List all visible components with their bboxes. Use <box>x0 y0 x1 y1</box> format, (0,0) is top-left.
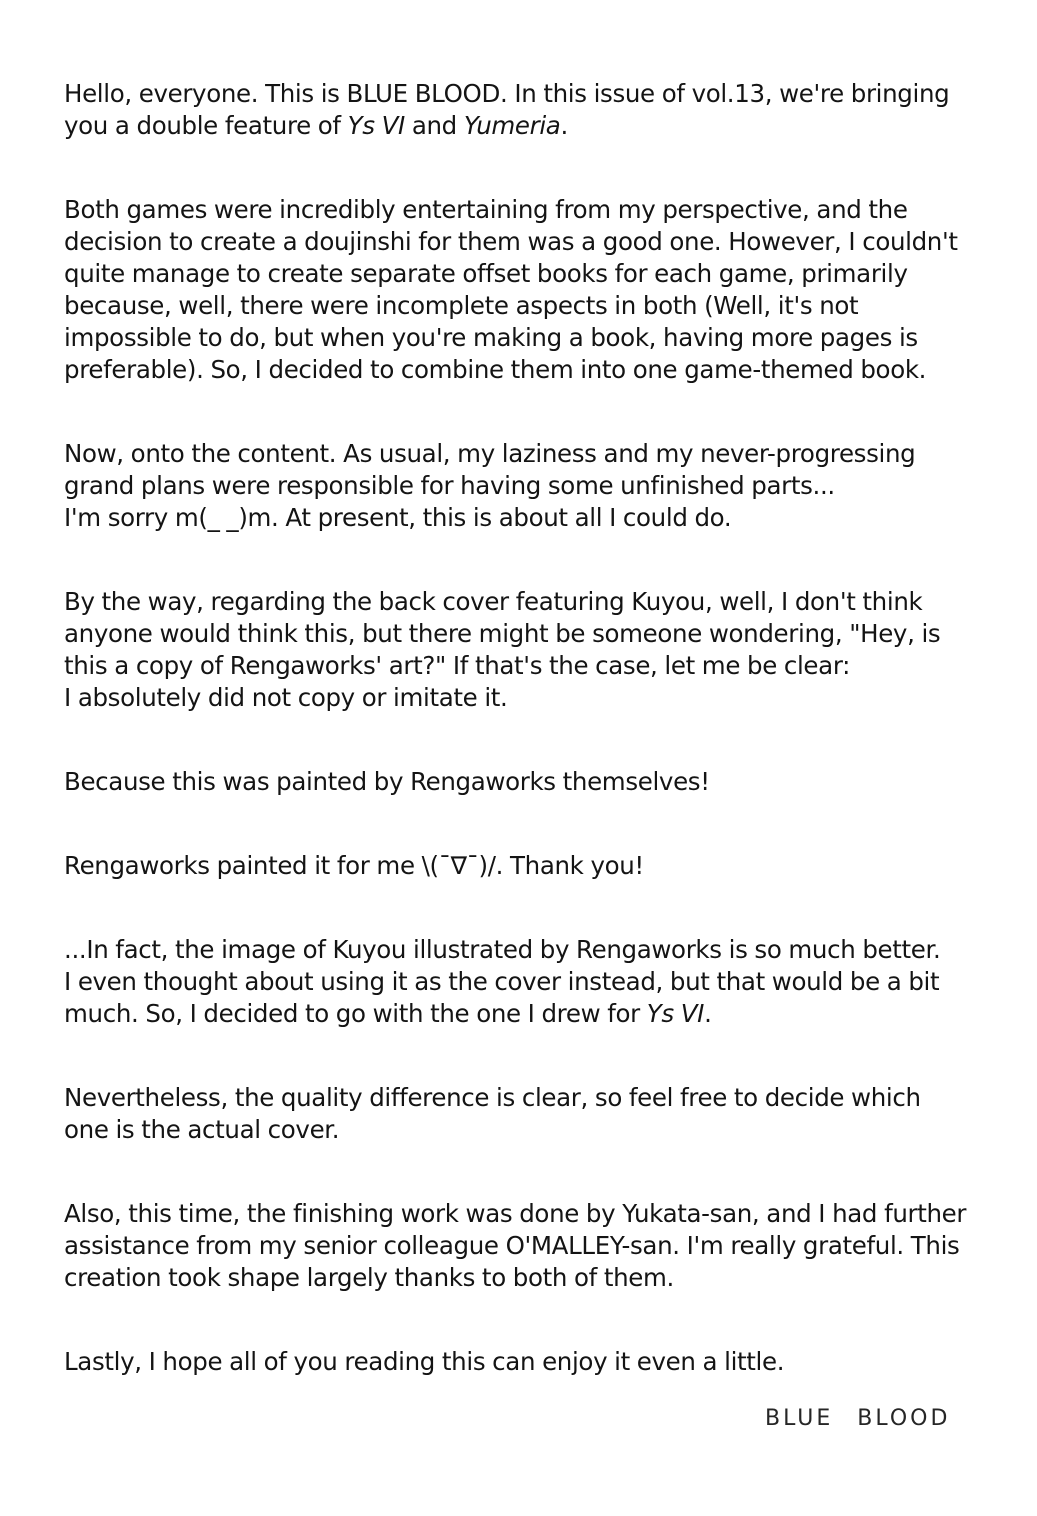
text-line: grand plans were responsible for having some unfinished parts... <box>64 471 835 500</box>
text-line: decision to create a doujinshi for them was a good one. However, I couldn't <box>64 227 958 256</box>
text-line: Also, this time, the finishing work was done by Yukata-san, and I had further <box>64 1199 967 1228</box>
text-line: ...In fact, the image of Kuyou illustrated by Rengaworks is so much better. <box>64 935 941 964</box>
game-title: Ys VI <box>347 111 405 140</box>
text-line: because, well, there were incomplete aspects in both (Well, it's not <box>64 291 859 320</box>
text-line: impossible to do, but when you're making a book, having more pages is <box>64 323 918 352</box>
paragraph-2 <box>64 194 994 386</box>
text-line: creation took shape largely thanks to both of them. <box>64 1263 674 1292</box>
afterword-body <box>64 78 994 1378</box>
text-line: Hello, everyone. This is BLUE BLOOD. In this issue of vol.13, we're bringing <box>64 79 950 108</box>
text-line: anyone would think this, but there might be someone wondering, "Hey, is <box>64 619 941 648</box>
paragraph-5 <box>64 766 994 798</box>
text-line: Nevertheless, the quality difference is clear, so feel free to decide which <box>64 1083 921 1112</box>
paragraph-4 <box>64 586 994 714</box>
text-line: you a double feature of Ys VI and Yumeria. <box>64 111 568 140</box>
paragraph-10 <box>64 1346 994 1378</box>
text-line: Lastly, I hope all of you reading this can enjoy it even a little. <box>64 1347 785 1376</box>
text-line: much. So, I decided to go with the one I drew for Ys VI. <box>64 999 712 1028</box>
paragraph-6 <box>64 850 994 882</box>
text-line: Because this was painted by Rengaworks themselves! <box>64 767 710 796</box>
paragraph-9 <box>64 1198 994 1294</box>
game-title: Ys VI <box>646 999 705 1028</box>
text-line: By the way, regarding the back cover featuring Kuyou, well, I don't think <box>64 587 923 616</box>
paragraph-8 <box>64 1082 994 1146</box>
text-line: I'm sorry m(_ _)m. At present, this is about all I could do. <box>64 503 732 532</box>
text-line: I even thought about using it as the cover instead, but that would be a bit <box>64 967 940 996</box>
text-line: Now, onto the content. As usual, my laziness and my never-progressing <box>64 439 916 468</box>
text-line: assistance from my senior colleague O'MALLEY-san. I'm really grateful. This <box>64 1231 960 1260</box>
text-line: quite manage to create separate offset books for each game, primarily <box>64 259 908 288</box>
text-line: one is the actual cover. <box>64 1115 340 1144</box>
paragraph-7 <box>64 934 994 1030</box>
author-signature: BLUE BLOOD <box>765 1406 951 1431</box>
paragraph-3 <box>64 438 994 534</box>
text-line: preferable). So, I decided to combine them into one game-themed book. <box>64 355 927 384</box>
text-line: Both games were incredibly entertaining from my perspective, and the <box>64 195 908 224</box>
game-title: Yumeria <box>463 111 561 140</box>
paragraph-1 <box>64 78 994 142</box>
text-line: this a copy of Rengaworks' art?" If that's the case, let me be clear: <box>64 651 851 680</box>
text-line: Rengaworks painted it for me \(¯∇¯)/. Thank you! <box>64 851 644 880</box>
text-line: I absolutely did not copy or imitate it. <box>64 683 508 712</box>
